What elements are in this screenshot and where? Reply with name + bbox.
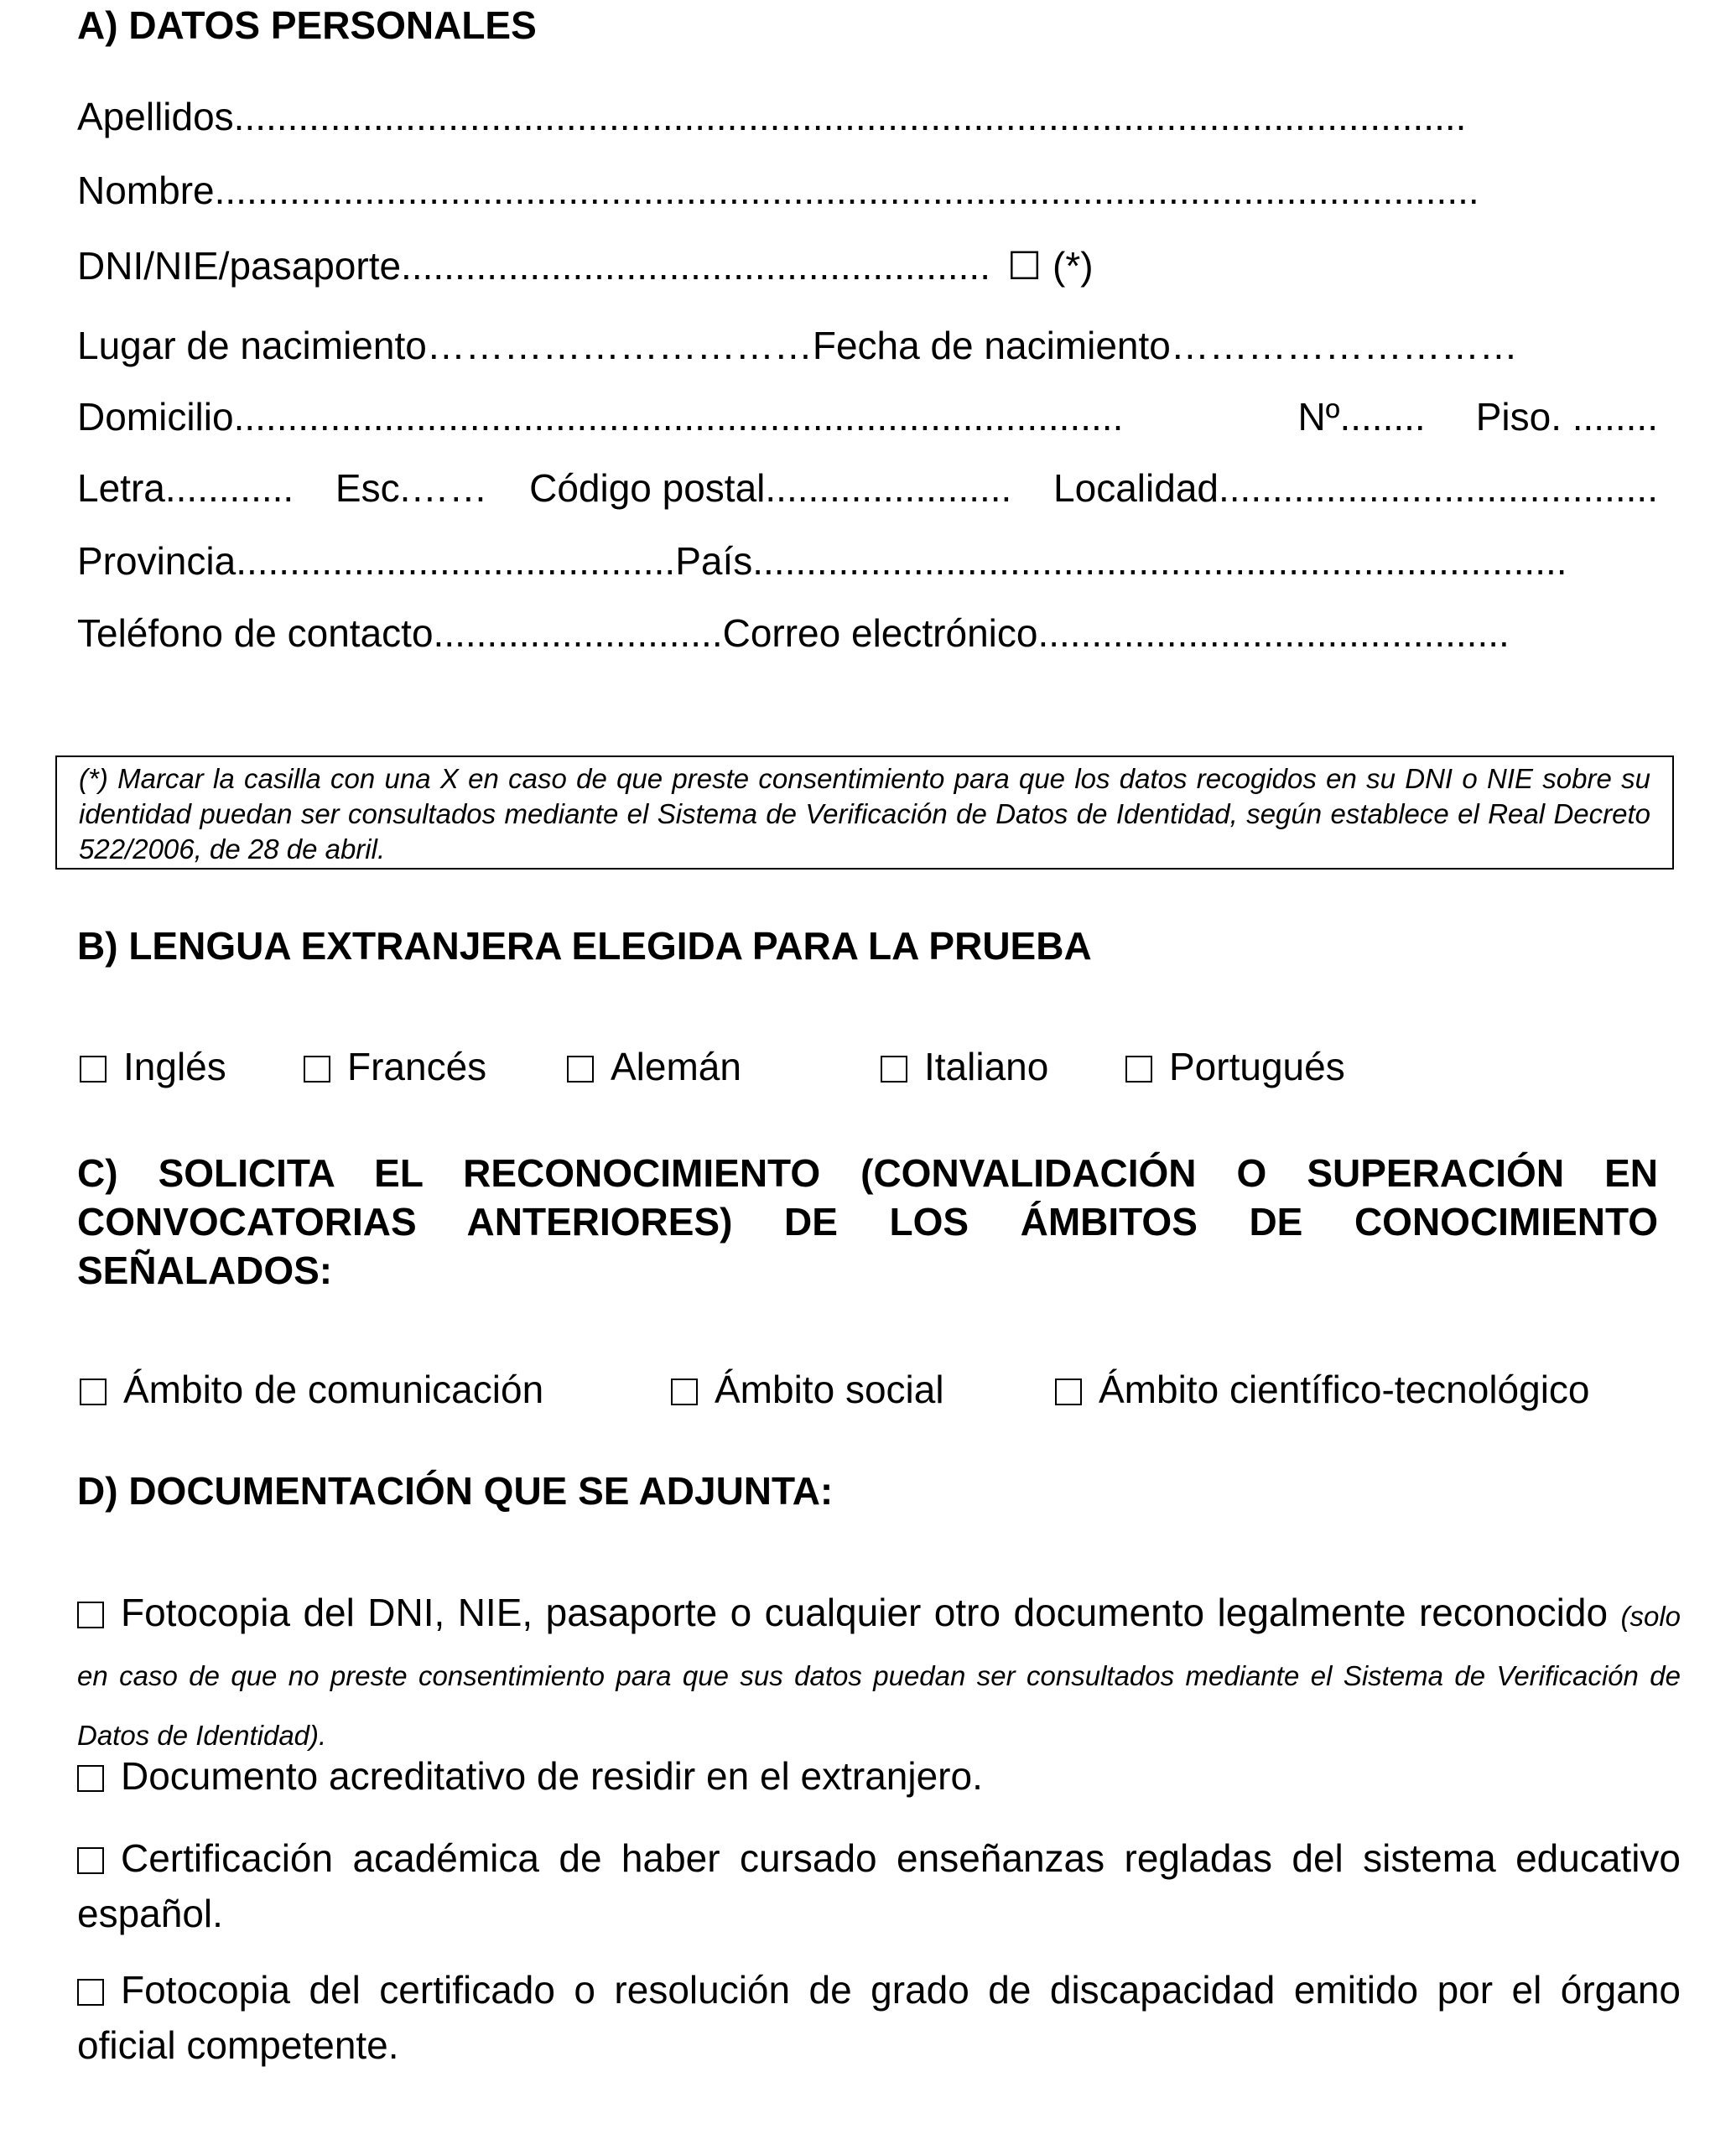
provincia-field[interactable]: Provincia.........................................	[77, 539, 676, 583]
checkbox-icon	[77, 1847, 104, 1874]
apellidos-label: Apellidos...................................................................................................................	[77, 95, 1467, 138]
dni-field[interactable]	[77, 243, 1094, 288]
doc-item-residencia[interactable]	[77, 1748, 1681, 1804]
dni-label: DNI/NIE/pasaporte.......................................................	[77, 244, 990, 288]
checkbox-icon	[80, 1056, 107, 1083]
fecha-nacimiento-field[interactable]: Fecha de nacimiento………………………	[812, 324, 1518, 367]
codigo-postal-field[interactable]: Código postal.......................	[529, 466, 1012, 510]
telefono-field[interactable]: Teléfono de contacto...........................	[77, 611, 723, 655]
checkbox-icon	[304, 1056, 330, 1083]
ambito-option-comunicacion[interactable]: Ámbito de comunicación	[80, 1367, 543, 1412]
address-detail-row	[77, 465, 1658, 511]
ambito-option-social[interactable]: Ámbito social	[671, 1367, 944, 1412]
contact-row	[77, 610, 1658, 656]
checkbox-icon	[77, 1979, 104, 2006]
checkbox-icon	[80, 1379, 107, 1405]
checkbox-icon	[881, 1056, 907, 1083]
letra-field[interactable]: Letra............	[77, 466, 294, 510]
esc-field[interactable]: Esc.……	[335, 466, 488, 510]
language-option-ingles[interactable]: Inglés	[80, 1044, 226, 1089]
checkbox-icon	[567, 1056, 594, 1083]
pais-field[interactable]: País............................................................................	[675, 539, 1567, 583]
doc-item-certificacion[interactable]	[77, 1830, 1681, 1941]
section-a-title: A) DATOS PERSONALES	[77, 3, 537, 47]
consent-note-box	[55, 755, 1674, 870]
doc-item-residencia-text: Documento acreditativo de residir en el extranjero.	[121, 1754, 983, 1798]
domicilio-field[interactable]: Domicilio...................................................................................	[77, 395, 1124, 439]
checkbox-icon	[1125, 1056, 1152, 1083]
doc-item-dni-note: (solo en caso de que no preste consentimiento para que sus datos puedan ser consultados mediante el Sistema de Verificación de Datos de Identidad).	[77, 1601, 1681, 1751]
checkbox-icon	[1055, 1379, 1082, 1405]
doc-item-discapacidad[interactable]	[77, 1962, 1681, 2073]
provincia-row	[77, 538, 1658, 584]
correo-field[interactable]: Correo electrónico............................................	[722, 611, 1510, 655]
localidad-field[interactable]: Localidad.........................................	[1053, 466, 1658, 510]
consent-note-text: (*) Marcar la casilla con una X en caso de que preste consentimiento para que los datos recogidos en su DNI o NIE sobre su identidad puedan ser consultados mediante el Sistema de Verificación de Datos de Identidad, según establece el Real Decreto 522/2006, de 28 de abril.	[79, 763, 1650, 865]
nombre-field[interactable]	[77, 168, 1658, 213]
section-b-title: B) LENGUA EXTRANJERA ELEGIDA PARA LA PRUEBA	[77, 924, 1092, 968]
checkbox-icon	[77, 1765, 104, 1792]
checkbox-icon	[77, 1602, 104, 1628]
doc-item-dni[interactable]	[77, 1585, 1681, 1763]
language-option-portugues[interactable]: Portugués	[1125, 1044, 1345, 1089]
language-option-aleman[interactable]: Alemán	[567, 1044, 741, 1089]
nombre-label: Nombre......................................................................................................................	[77, 169, 1479, 212]
section-c-title: C) SOLICITA EL RECONOCIMIENTO (CONVALIDACIÓN O SUPERACIÓN EN CONVOCATORIAS ANTERIORES) DE LOS ÁMBITOS DE CONOCIMIENTO SEÑALADOS:	[77, 1151, 1658, 1292]
doc-item-dni-text: Fotocopia del DNI, NIE, pasaporte o cualquier otro documento legalmente reconocido	[121, 1591, 1609, 1634]
piso-field[interactable]: Piso. ........	[1475, 395, 1658, 439]
lugar-nacimiento-field[interactable]: Lugar de nacimiento…………………………	[77, 324, 813, 367]
domicilio-row	[77, 394, 1658, 439]
birth-row	[77, 323, 1658, 368]
doc-item-certificacion-text: Certificación académica de haber cursado enseñanzas regladas del sistema educativo español.	[77, 1836, 1681, 1935]
dni-consent-checkbox[interactable]: ☐ (*)	[1006, 244, 1094, 288]
checkbox-icon	[671, 1379, 698, 1405]
numero-field[interactable]: Nº........	[1297, 395, 1426, 439]
section-d-title: D) DOCUMENTACIÓN QUE SE ADJUNTA:	[77, 1469, 834, 1513]
ambito-option-cientifico[interactable]: Ámbito científico-tecnológico	[1055, 1367, 1590, 1412]
language-option-frances[interactable]: Francés	[304, 1044, 486, 1089]
language-option-italiano[interactable]: Italiano	[881, 1044, 1048, 1089]
doc-item-discapacidad-text: Fotocopia del certificado o resolución de grado de discapacidad emitido por el órgano oficial competente.	[77, 1968, 1681, 2067]
apellidos-field[interactable]	[77, 94, 1658, 139]
